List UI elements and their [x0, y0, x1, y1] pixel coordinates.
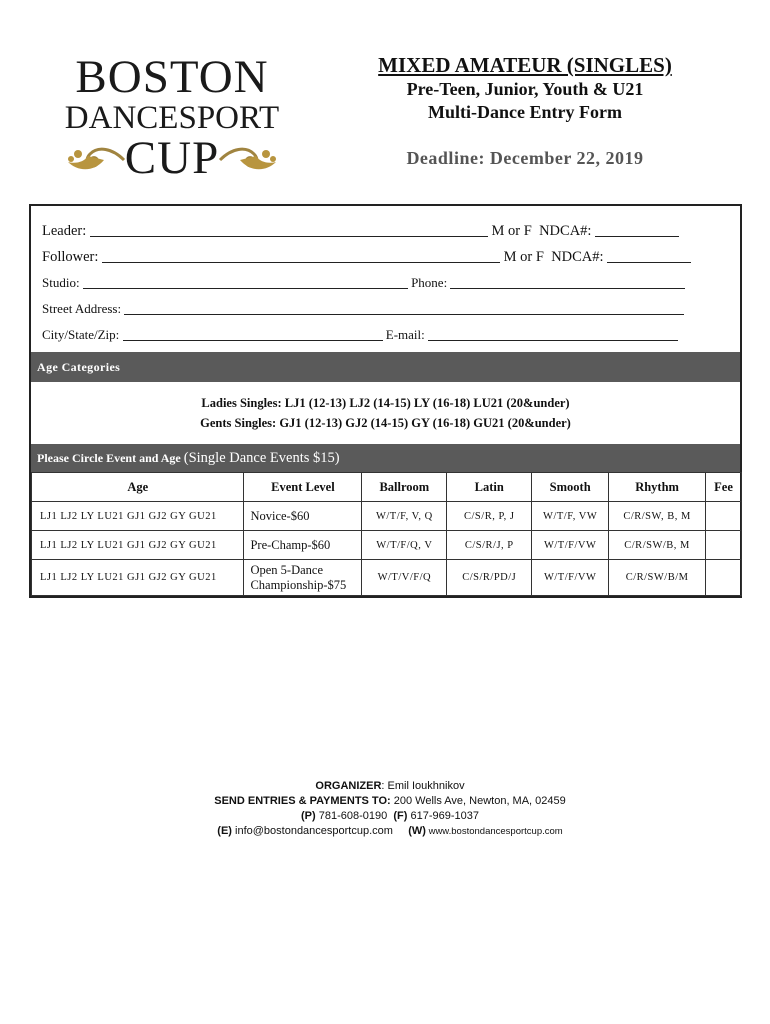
col-header-fee: Fee	[706, 473, 742, 502]
ballroom-dances[interactable]: W/T/F/Q, V	[362, 531, 447, 560]
event-level[interactable]: Open 5-Dance Championship-$75	[244, 560, 362, 596]
email-web-line	[170, 824, 610, 839]
col-header-ballroom: Ballroom	[362, 473, 447, 502]
table-row	[32, 502, 742, 531]
smooth-dances[interactable]: W/T/F/VW	[532, 531, 609, 560]
ballroom-dances[interactable]: W/T/F, V, Q	[362, 502, 447, 531]
phone-number: 781-608-0190	[315, 810, 394, 822]
left-ornament-icon	[64, 142, 126, 176]
email-label: E-mail:	[385, 327, 425, 342]
studio-field[interactable]	[83, 271, 408, 289]
events-heading-note: (Single Dance Events $15)	[183, 450, 340, 466]
gents-categories: Gents Singles: GJ1 (12-13) GJ2 (14-15) GY (16-18) GU21 (20&under)	[200, 416, 571, 430]
table-row	[32, 531, 742, 560]
logo-line-cup: CUP	[124, 132, 220, 184]
follower-label: Follower:	[42, 249, 99, 265]
leader-field[interactable]	[90, 219, 488, 237]
phone-label: Phone:	[411, 275, 448, 290]
event-level[interactable]: Pre-Champ-$60	[244, 531, 362, 560]
fax-number: 617-969-1037	[407, 810, 479, 822]
follower-ndca-label: NDCA#:	[551, 249, 604, 265]
street-label: Street Address:	[42, 301, 122, 316]
rhythm-dances[interactable]: C/R/SW/B, M	[609, 531, 706, 560]
age-options[interactable]: LJ1 LJ2 LY LU21 GJ1 GJ2 GY GU21	[32, 560, 244, 596]
form-subtitle-ages: Pre-Teen, Junior, Youth & U21	[406, 79, 644, 99]
organizer-label: ORGANIZER	[315, 780, 382, 792]
age-categories-heading: Age Categories	[31, 352, 740, 382]
form-subtitle-type: Multi-Dance Entry Form	[428, 102, 622, 122]
col-header-age: Age	[32, 473, 244, 502]
col-header-rhythm: Rhythm	[609, 473, 706, 502]
events-heading	[31, 444, 740, 472]
phone-field[interactable]	[450, 271, 685, 289]
fee-field[interactable]	[706, 531, 742, 560]
col-header-latin: Latin	[447, 473, 532, 502]
email-link[interactable]: info@bostondancesportcup.com	[231, 825, 409, 837]
leader-m-or-f[interactable]: M or F	[491, 223, 532, 239]
right-ornament-icon	[218, 142, 280, 176]
send-entries-line	[170, 794, 610, 809]
organizer-name: : Emil Ioukhnikov	[381, 780, 465, 792]
age-options[interactable]: LJ1 LJ2 LY LU21 GJ1 GJ2 GY GU21	[32, 502, 244, 531]
latin-dances[interactable]: C/S/R, P, J	[447, 502, 532, 531]
ladies-categories: Ladies Singles: LJ1 (12-13) LJ2 (14-15) LY (16-18) LU21 (20&under)	[201, 396, 570, 410]
form-title: MIXED AMATEUR (SINGLES)	[378, 53, 672, 77]
send-entries-label: SEND ENTRIES & PAYMENTS TO:	[214, 795, 391, 807]
phone-fax-line	[170, 809, 610, 824]
follower-ndca-field[interactable]	[607, 245, 691, 263]
contact-fields	[42, 218, 732, 348]
organizer-info	[170, 779, 610, 839]
fax-label: (F)	[393, 810, 408, 822]
age-categories-box	[31, 382, 740, 444]
follower-field[interactable]	[102, 245, 500, 263]
age-options[interactable]: LJ1 LJ2 LY LU21 GJ1 GJ2 GY GU21	[32, 531, 244, 560]
rhythm-dances[interactable]: C/R/SW/B/M	[609, 560, 706, 596]
logo-line-dancesport: DANCESPORT	[64, 100, 280, 136]
studio-row	[42, 270, 732, 296]
email-field[interactable]	[428, 323, 678, 341]
col-header-smooth: Smooth	[532, 473, 609, 502]
phone-label: (P)	[301, 810, 316, 822]
leader-label: Leader:	[42, 223, 87, 239]
city-label: City/State/Zip:	[42, 327, 120, 342]
leader-ndca-label: NDCA#:	[539, 223, 592, 239]
organizer-line	[170, 779, 610, 794]
email-label: (E)	[217, 825, 232, 837]
website-link[interactable]: www.bostondancesportcup.com	[425, 826, 563, 837]
studio-label: Studio:	[42, 275, 80, 290]
events-table	[31, 472, 742, 596]
table-header-row	[32, 473, 742, 502]
event-level[interactable]: Novice-$60	[244, 502, 362, 531]
col-header-event-level: Event Level	[244, 473, 362, 502]
table-row	[32, 560, 742, 596]
leader-ndca-field[interactable]	[595, 219, 679, 237]
street-row	[42, 296, 732, 322]
city-row	[42, 322, 732, 348]
deadline: Deadline: December 22, 2019	[406, 148, 644, 168]
city-field[interactable]	[123, 323, 383, 341]
rhythm-dances[interactable]: C/R/SW, B, M	[609, 502, 706, 531]
latin-dances[interactable]: C/S/R/PD/J	[447, 560, 532, 596]
street-field[interactable]	[124, 297, 684, 315]
boston-dancesport-cup-logo	[54, 51, 290, 184]
follower-row	[42, 244, 732, 270]
fee-field[interactable]	[706, 560, 742, 596]
smooth-dances[interactable]: W/T/F, VW	[532, 502, 609, 531]
logo-line-boston: BOSTON	[75, 51, 269, 103]
entry-form	[29, 204, 742, 598]
fee-field[interactable]	[706, 502, 742, 531]
web-label: (W)	[408, 825, 426, 837]
form-title-block	[360, 52, 690, 124]
ballroom-dances[interactable]: W/T/V/F/Q	[362, 560, 447, 596]
leader-row	[42, 218, 732, 244]
mailing-address: 200 Wells Ave, Newton, MA, 02459	[390, 795, 566, 807]
smooth-dances[interactable]: W/T/F/VW	[532, 560, 609, 596]
latin-dances[interactable]: C/S/R/J, P	[447, 531, 532, 560]
follower-m-or-f[interactable]: M or F	[503, 249, 544, 265]
events-heading-label: Please Circle Event and Age	[37, 451, 181, 465]
